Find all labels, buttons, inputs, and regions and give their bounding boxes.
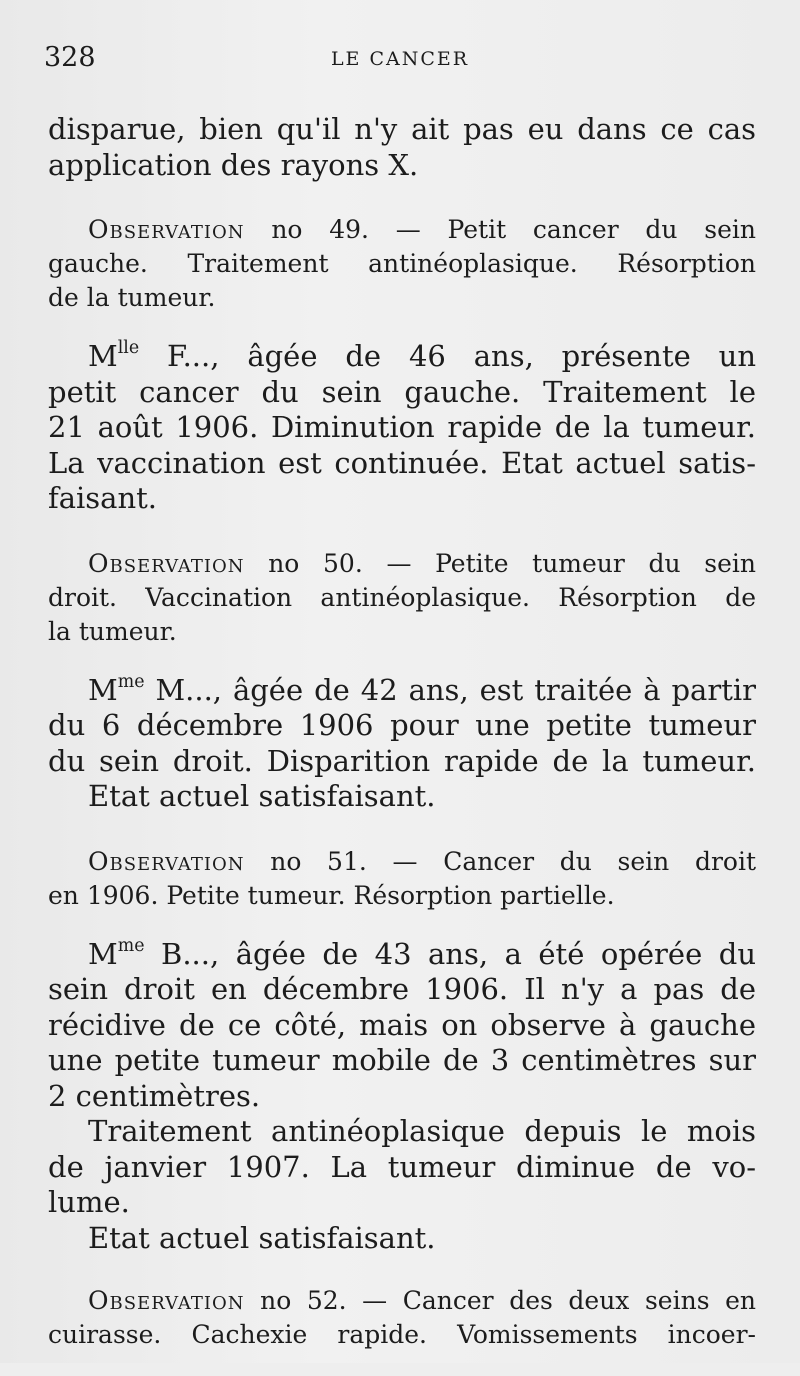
observation-49-heading [48, 213, 756, 315]
text-line: lume. [48, 1185, 130, 1219]
honorific-sup: me [117, 671, 145, 692]
text-line [48, 1284, 756, 1318]
text-line: Traitement antinéoplasique depuis le mois [88, 1114, 756, 1148]
text-line: faisant. [48, 481, 158, 515]
observation-label: Observation [88, 1286, 245, 1315]
observation-51-text [48, 937, 756, 1257]
observation-number: no 50. [268, 548, 363, 578]
honorific-sup: me [117, 935, 145, 956]
page-body [48, 112, 756, 1376]
running-title: LE CANCER [330, 48, 470, 70]
observation-label: Observation [88, 548, 245, 578]
text-line [48, 213, 756, 247]
observation-number: no 51. [270, 846, 367, 876]
text-line: de janvier 1907. La tumeur diminue de vo- [48, 1149, 756, 1184]
observation-number: no 52. [260, 1286, 347, 1315]
text-line: Etat actuel satisfaisant. [88, 1220, 436, 1255]
text-fragment: F..., âgée de 46 ans, présente un [139, 339, 756, 373]
text-line: La vaccination est continuée. Etat actuel satis- [48, 445, 756, 480]
observation-50-heading [48, 547, 756, 649]
observation-49-text [48, 339, 756, 517]
honorific: M [88, 936, 118, 971]
text-line [48, 673, 756, 709]
text-line: en 1906. Petite tumeur. Résorption partielle. [48, 880, 615, 910]
text-line [48, 339, 756, 375]
observation-number: no 49. [271, 215, 369, 244]
text-line: sein droit en décembre 1906. Il n'y a pas de [48, 972, 756, 1006]
page-header [44, 42, 756, 82]
honorific: M [88, 339, 118, 373]
text-line: cuirasse. Cachexie rapide. Vomissements incoer- [48, 1320, 756, 1349]
text-line: Etat actuel satisfaisant. [88, 779, 436, 813]
paragraph-continuation [48, 112, 756, 183]
text-line: 21 août 1906. Diminution rapide de la tumeur. [48, 410, 756, 444]
observation-label: Observation [88, 215, 245, 244]
honorific: M [88, 672, 118, 707]
text-line [48, 937, 756, 973]
observation-title: — Petite tumeur du sein [362, 548, 757, 578]
text-line: gauche. Traitement antinéoplasique. Résorption [48, 249, 756, 278]
observation-52-heading [48, 1284, 756, 1352]
observation-title: — Petit cancer du sein [369, 215, 757, 244]
observation-title: — Cancer du sein droit [366, 846, 756, 876]
text-line: une petite tumeur mobile de 3 centimètres sur [48, 1043, 756, 1077]
text-line: application des rayons X. [48, 147, 419, 182]
text-line: petit cancer du sein gauche. Traitement le [48, 374, 756, 409]
text-line [48, 547, 756, 581]
text-line: 2 centimètres. [48, 1078, 261, 1113]
text-line [48, 845, 756, 879]
text-line: du sein droit. Disparition rapide de la tumeur. [48, 743, 756, 778]
observation-50-text [48, 673, 756, 815]
text-line: récidive de ce côté, mais on observe à gauche [48, 1007, 756, 1042]
text-fragment: M..., âgée de 42 ans, est traitée à partir [144, 672, 756, 707]
text-line: droit. Vaccination antinéoplasique. Résorption de [48, 582, 756, 612]
observation-51-heading [48, 845, 756, 913]
page-number: 328 [44, 42, 96, 73]
text-fragment: B..., âgée de 43 ans, a été opérée du [144, 936, 756, 971]
observation-label: Observation [88, 846, 245, 876]
honorific-sup: lle [117, 337, 140, 358]
text-line: de la tumeur. [48, 283, 216, 312]
observation-title: — Cancer des deux seins en [346, 1286, 756, 1315]
text-line: disparue, bien qu'il n'y ait pas eu dans ce cas [48, 112, 756, 146]
text-line: du 6 décembre 1906 pour une petite tumeur [48, 708, 756, 742]
text-line: la tumeur. [48, 616, 177, 646]
